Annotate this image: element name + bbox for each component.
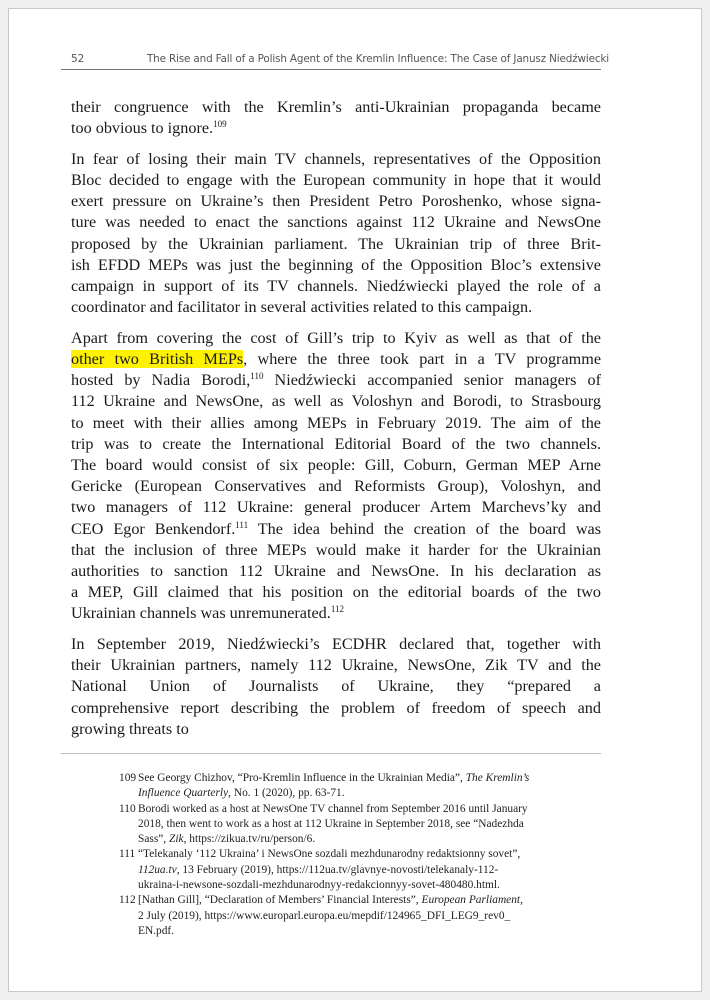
document-page xyxy=(8,8,702,992)
text-run: too obvious to ignore. xyxy=(71,119,214,138)
text-run: coordinator and facilitator in several activities related to this campaign. xyxy=(71,298,533,317)
text-line xyxy=(71,391,601,412)
text-run: hosted by Nadia Borodi, xyxy=(71,371,251,390)
text-run: ukraina-i-newsone-sozdali-mezhdunarodnyy-redakcionnyy-sovet-480480.html. xyxy=(138,879,500,892)
paragraph xyxy=(71,634,601,740)
text-run: their congruence with the Kremlin’s anti-Ukrainian propaganda became xyxy=(71,98,601,116)
text-line xyxy=(71,540,601,561)
text-run: , 13 February (2019), https://112ua.tv/glavnye-novosti/telekanaly-112- xyxy=(176,863,499,876)
text-run: Niedźwiecki accompanied senior managers of xyxy=(263,371,601,390)
running-title: The Rise and Fall of a Polish Agent of the Kremlin Influence: The Case of Janusz Niedźwiecki xyxy=(146,53,609,65)
footnote-separator xyxy=(61,753,601,754)
footnote-line xyxy=(119,817,609,832)
text-line xyxy=(71,698,601,719)
footnote-ref[interactable]: 112 xyxy=(330,604,344,615)
text-line xyxy=(71,476,601,497)
text-run: 2 July (2019), https://www.europarl.europa.eu/mepdif/124965_DFI_LEG9_rev0_ xyxy=(138,909,511,922)
text-run: In September 2019, Niedźwiecki’s ECDHR declared that, together with xyxy=(71,635,601,653)
text-run: EN.pdf. xyxy=(138,924,175,937)
footnote-line xyxy=(119,786,609,801)
text-line xyxy=(71,370,601,391)
text-run: ish EFDD MEPs was just the beginning of the Opposition Bloc’s extensive xyxy=(71,255,601,274)
footnote-line xyxy=(119,847,609,862)
paragraph xyxy=(71,328,601,625)
text-line xyxy=(71,413,601,434)
text-run: , No. 1 (2020), pp. 63-71. xyxy=(228,787,345,800)
text-run: Apart from covering the cost of Gill’s trip to Kyiv as well as that of the xyxy=(71,328,601,347)
text-run: proposed by the Ukrainian parliament. The Ukrainian trip of three Brit- xyxy=(71,234,601,253)
text-line xyxy=(71,582,601,603)
text-run: European Parliament xyxy=(421,894,521,907)
page-number: 52 xyxy=(71,53,85,65)
text-run: trip was to create the International Editorial Board of the two channels. xyxy=(71,434,601,453)
paragraph xyxy=(71,149,601,319)
text-run: 2018, then went to work as a host at 112 Ukraine in September 2018, see “Nadezhda xyxy=(138,817,524,830)
footnote xyxy=(119,893,609,939)
text-run: CEO Egor Benkendorf. xyxy=(71,519,236,538)
footnote-ref[interactable]: 110 xyxy=(250,371,264,382)
text-run: growing threats to xyxy=(71,719,189,738)
text-run: Influence Quarterly xyxy=(138,787,229,800)
highlighted-text: other two British MEPs xyxy=(71,350,244,369)
footnote-line xyxy=(119,878,609,893)
text-run: [Nathan Gill], “Declaration of Members’ Financial Interests”, xyxy=(138,894,422,907)
text-run: ture was needed to enact the sanctions against 112 Ukraine and NewsOne xyxy=(71,213,601,232)
text-line xyxy=(71,149,601,170)
text-run: , where the three took part in a TV programme xyxy=(243,350,601,369)
footnote-line xyxy=(119,863,609,878)
text-line xyxy=(71,212,601,233)
text-line xyxy=(71,497,601,518)
text-run: See Georgy Chizhov, “Pro-Kremlin Influence in the Ukrainian Media”, xyxy=(138,772,466,784)
footnote-line xyxy=(119,832,609,847)
footnote-line xyxy=(119,893,609,908)
text-line xyxy=(71,97,601,118)
text-run: The idea behind the creation of the board was xyxy=(248,519,601,538)
footnote xyxy=(119,802,609,848)
text-run: their Ukrainian partners, namely 112 Ukraine, NewsOne, Zik TV and the xyxy=(71,656,601,675)
text-line xyxy=(71,349,601,370)
footnote-number: 112 xyxy=(119,894,136,907)
text-line xyxy=(71,603,601,624)
footnote-number: 110 xyxy=(119,802,136,815)
text-run: authorities to sanction 112 Ukraine and NewsOne. In his declaration as xyxy=(71,561,601,580)
text-run: that the inclusion of three MEPs would make it harder for the Ukrainian xyxy=(71,540,601,559)
text-run: Sass”, xyxy=(138,833,170,846)
text-line xyxy=(71,234,601,255)
footnote-line xyxy=(119,802,609,817)
footnote-number: 111 xyxy=(119,848,136,861)
text-run: a MEP, Gill claimed that his position on the editorial boards of the two xyxy=(71,583,601,602)
text-line xyxy=(71,719,601,740)
text-run: Borodi worked as a host at NewsOne TV channel from September 2016 until January xyxy=(138,802,528,815)
text-run: to meet with their allies among MEPs in February 2019. The aim of the xyxy=(71,413,601,432)
text-line xyxy=(71,655,601,676)
text-run: 112 Ukraine and NewsOne, as well as Voloshyn and Borodi, to Strasbourg xyxy=(71,392,601,411)
text-run: The Kremlin’s xyxy=(465,772,530,784)
body-text xyxy=(71,97,601,749)
text-run: comprehensive report describing the problem of freedom of speech and xyxy=(71,698,601,717)
footnote-line xyxy=(119,924,609,939)
footnotes xyxy=(119,771,609,939)
footnote-line xyxy=(119,771,609,786)
text-run: Zik xyxy=(169,833,184,846)
text-line xyxy=(71,676,601,697)
text-line xyxy=(71,634,601,655)
paragraph xyxy=(71,97,601,139)
text-line xyxy=(71,170,601,191)
text-run: National Union of Journalists of Ukraine, they “prepared a xyxy=(71,677,601,696)
text-run: exert pressure on Ukraine’s then President Petro Poroshenko, whose signa- xyxy=(71,192,601,211)
footnote xyxy=(119,771,609,802)
text-run: “Telekanaly ‘112 Ukraina’ i NewsOne sozdali mezhdunarodny redaktsionny sovet”, xyxy=(138,848,521,861)
text-run: Ukrainian channels was unremunerated. xyxy=(71,604,331,623)
running-header xyxy=(71,49,609,71)
text-line xyxy=(71,561,601,582)
text-line xyxy=(71,519,601,540)
text-run: Bloc decided to engage with the European community in hope that it would xyxy=(71,171,601,190)
footnote-ref[interactable]: 111 xyxy=(235,519,249,530)
text-line xyxy=(71,297,601,318)
text-line xyxy=(71,434,601,455)
text-line xyxy=(71,328,601,349)
header-rule xyxy=(61,69,601,70)
text-run: In fear of losing their main TV channels, representatives of the Opposition xyxy=(71,149,601,168)
text-line xyxy=(71,455,601,476)
footnote xyxy=(119,847,609,893)
text-run: Gericke (European Conservatives and Reformists Group), Voloshyn, and xyxy=(71,477,601,496)
text-run: , xyxy=(520,894,523,907)
text-line xyxy=(71,118,601,139)
text-line xyxy=(71,276,601,297)
text-run: The board would consist of six people: Gill, Coburn, German MEP Arne xyxy=(71,456,601,474)
text-run: two managers of 112 Ukraine: general producer Artem Marchevs’ky and xyxy=(71,498,601,517)
footnote-number: 109 xyxy=(119,772,137,784)
text-line xyxy=(71,255,601,276)
text-run: , https://zikua.tv/ru/person/6. xyxy=(183,833,316,846)
text-line xyxy=(71,191,601,212)
footnote-ref[interactable]: 109 xyxy=(213,119,227,130)
footnote-line xyxy=(119,909,609,924)
text-run: campaign in support of its TV channels. Niedźwiecki played the role of a xyxy=(71,277,601,295)
text-run: 112ua.tv xyxy=(138,863,177,876)
